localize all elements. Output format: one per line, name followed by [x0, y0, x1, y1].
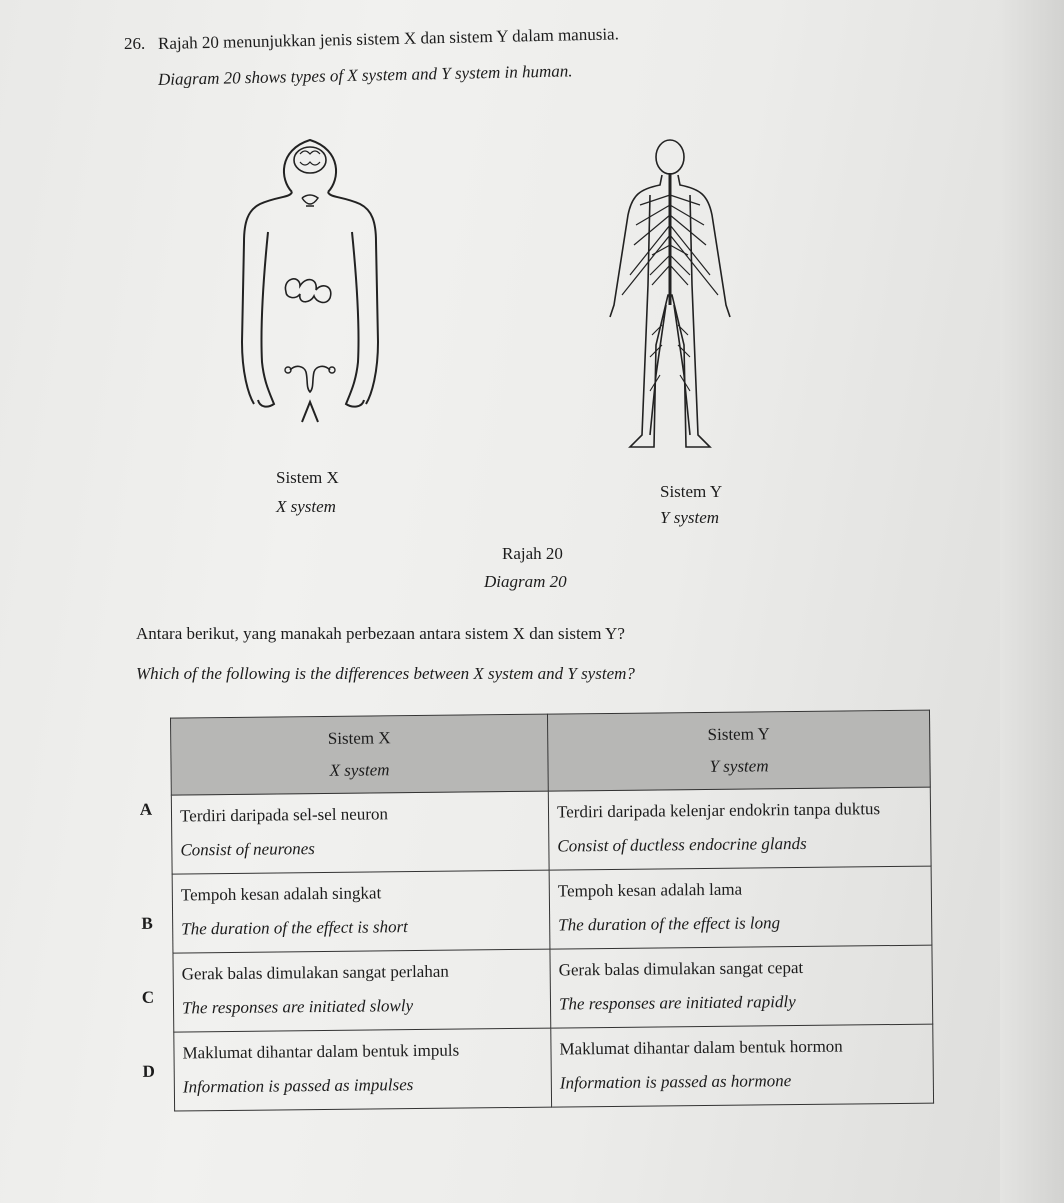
header-y-malay: Sistem Y [707, 724, 770, 744]
option-a-x-english: Consist of neurones [180, 839, 315, 860]
prompt-malay: Antara berikut, yang manakah perbezaan antara sistem X dan sistem Y? [136, 624, 625, 643]
option-c-y-cell [550, 945, 933, 1028]
y-system-label-malay: Sistem Y [660, 482, 723, 501]
option-a-y-malay: Terdiri daripada kelenjar endokrin tanpa duktus [556, 799, 881, 822]
option-a-x-cell [171, 791, 549, 874]
diagram-caption-english: Diagram 20 [484, 572, 567, 591]
page-edge [1000, 0, 1064, 1203]
option-c-x-cell [173, 949, 551, 1032]
question-number: 26. [124, 34, 146, 53]
option-c-y-malay: Gerak balas dimulakan sangat cepat [558, 957, 804, 980]
option-b-x-malay: Tempoh kesan adalah singkat [180, 883, 382, 905]
option-row-a[interactable] [171, 787, 931, 874]
option-c-x-malay: Gerak balas dimulakan sangat perlahan [181, 961, 449, 984]
option-d-x-malay: Maklumat dihantar dalam bentuk impuls [182, 1040, 460, 1063]
question-stem-english: Diagram 20 shows types of X system and Y system in human. [157, 61, 573, 89]
option-b-y-english: The duration of the effect is long [558, 913, 781, 935]
option-d-y-cell [551, 1024, 934, 1107]
option-d-x-english: Information is passed as impulses [182, 1075, 414, 1097]
option-b-x-english: The duration of the effect is short [181, 917, 408, 939]
header-y-english: Y system [709, 756, 769, 776]
option-row-c[interactable] [173, 945, 933, 1032]
x-system-label-malay: Sistem X [276, 468, 339, 487]
option-d-x-cell [174, 1028, 552, 1111]
header-y-system [547, 710, 930, 791]
table-header-row [171, 710, 931, 795]
diagram-caption-malay: Rajah 20 [502, 544, 563, 563]
header-x-system [171, 714, 549, 795]
x-system-label-english: X system [276, 497, 336, 516]
option-b-y-malay: Tempoh kesan adalah lama [557, 879, 743, 901]
option-d-y-english: Information is passed as hormone [559, 1071, 792, 1093]
header-x-english: X system [329, 760, 390, 780]
option-c-y-english: The responses are initiated rapidly [558, 992, 796, 1014]
option-b-x-cell [172, 870, 550, 953]
option-c-x-english: The responses are initiated slowly [181, 996, 414, 1018]
y-system-label-english: Y system [660, 508, 720, 527]
option-letter-b[interactable]: B [141, 913, 153, 933]
comparison-table [170, 710, 934, 1112]
header-x-malay: Sistem X [327, 728, 391, 748]
option-row-d[interactable] [174, 1024, 934, 1111]
option-row-b[interactable] [172, 866, 932, 953]
option-a-y-english: Consist of ductless endocrine glands [557, 833, 807, 856]
option-b-y-cell [549, 866, 932, 949]
option-d-y-malay: Maklumat dihantar dalam bentuk hormon [559, 1036, 843, 1059]
option-letter-d[interactable]: D [142, 1061, 155, 1081]
nervous-system-figure [600, 135, 740, 455]
option-letter-a[interactable]: A [139, 799, 153, 819]
endocrine-system-figure [230, 132, 390, 432]
option-letter-c[interactable]: C [141, 987, 155, 1007]
answer-options-table [130, 710, 945, 1180]
prompt-english: Which of the following is the differences between X system and Y system? [136, 664, 635, 683]
option-a-y-cell [548, 787, 931, 870]
option-a-x-malay: Terdiri daripada sel-sel neuron [179, 804, 389, 826]
question-stem-malay: Rajah 20 menunjukkan jenis sistem X dan sistem Y dalam manusia. [157, 24, 620, 53]
